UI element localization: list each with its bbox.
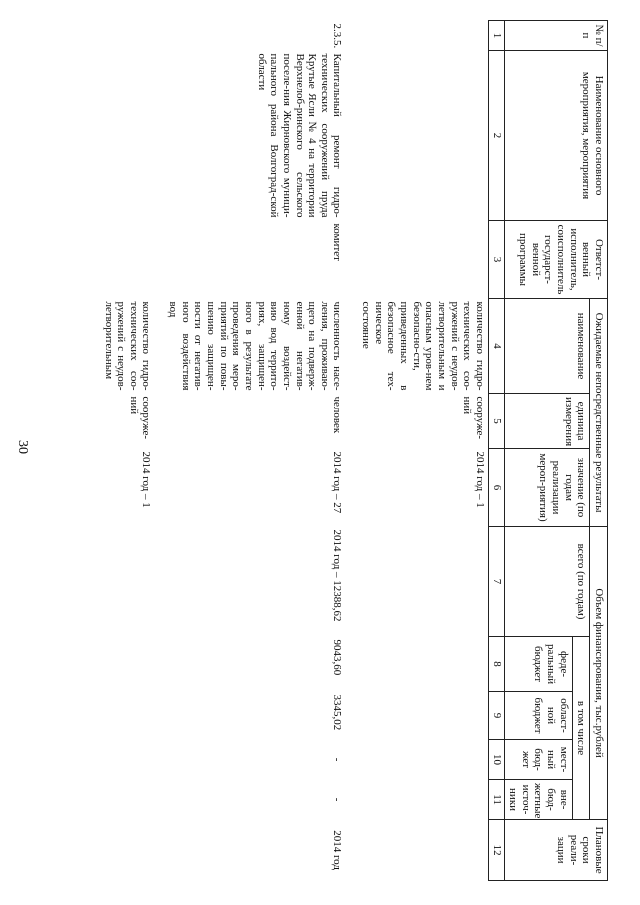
rotated-sheet [48,20,608,880]
indicator-unit: сооруже-ний [461,396,486,440]
col-number: 5 [488,394,504,449]
table-row [357,21,488,881]
indicator-unit: человек [331,396,344,434]
col-number: 7 [488,527,504,637]
col-number: 4 [488,299,504,394]
col-number: 9 [488,692,504,740]
col-number: 6 [488,449,504,527]
col-number: 3 [488,221,504,299]
header-fin-ext: вне-бюд-жетные источ-ники [504,780,572,820]
indicator-name: количество гидро-технических соо-ружений с неудов-летворительным [102,301,153,391]
responsible: комитет [331,223,344,261]
activity-name: Капитальный ремонт гидро-технических сооружений пруда Крутые Ясли № 4 на территории Верхнелоб-ринского сельского поселе-ния Жирновского муници-пального района Волгоград-ской области [255,53,344,218]
page-number: 30 [15,440,30,454]
col-number: 1 [488,21,504,51]
header-fin-incl: в том числе [572,637,590,820]
program-table [100,20,608,881]
finance-local: - [331,757,344,762]
col-number: 10 [488,740,504,780]
indicator-name: количество гидро-технических соо-ружений с неудов-летворительным и опасным уров-нем безопасно-сти, приведенных в безопасное тех-ническое состояние [360,301,486,391]
indicator-name: численность насе-ления, проживаю-щего на подверж-енной негатив-ному воздейст-вию вод террито-риях, защищен-ного в результате проведения меро-приятий по повы-шению защищен-ности от негатив-ного воздействия вод [167,301,344,391]
col-number: 11 [488,780,504,820]
terms: 2014 год [331,830,344,870]
header-fin-fed: феде-ральный бюджет [504,637,572,692]
header-num: № п/п [504,21,607,51]
header-exp-name: наименование [504,299,590,394]
indicator-value: 2014 год – 27 [331,451,344,514]
finance-total: 2014 год – 12388,62 [331,529,344,622]
finance-regional: 3345,02 [331,694,344,731]
header-fin-total: всего (по годам) [504,527,590,637]
row-number: 2.3.5. [331,23,344,49]
col-number: 12 [488,820,504,881]
header-fin-loc: мест-ный бюд-жет [504,740,572,780]
col-number: 2 [488,51,504,221]
finance-federal: 9043,60 [331,639,344,676]
header-responsible: Ответст-венный исполнитель, соисполнитель государст-венной программы [504,221,607,299]
finance-extrabudget: - [331,797,344,802]
header-terms: Плановые сроки реали-зации [504,820,607,881]
header-expected: Ожидаемые непосредственные результаты [590,299,608,527]
table-row [100,21,165,881]
indicator-value: 2014 год – 1 [473,451,486,508]
indicator-value: 2014 год – 1 [140,451,153,508]
table-row [165,21,358,881]
indicator-unit: сооруже-ний [127,396,153,440]
header-fin-reg: област-ной бюджет [504,692,572,740]
header-finance: Объем финансирования, тыс.рублей [590,527,608,820]
header-exp-unit: единица измерения [504,394,590,449]
header-name: Наименование основного мероприятия, мероприятия [504,51,607,221]
col-number: 8 [488,637,504,692]
header-exp-value: значение (по годам реализации мероп-риятия) [504,449,590,527]
